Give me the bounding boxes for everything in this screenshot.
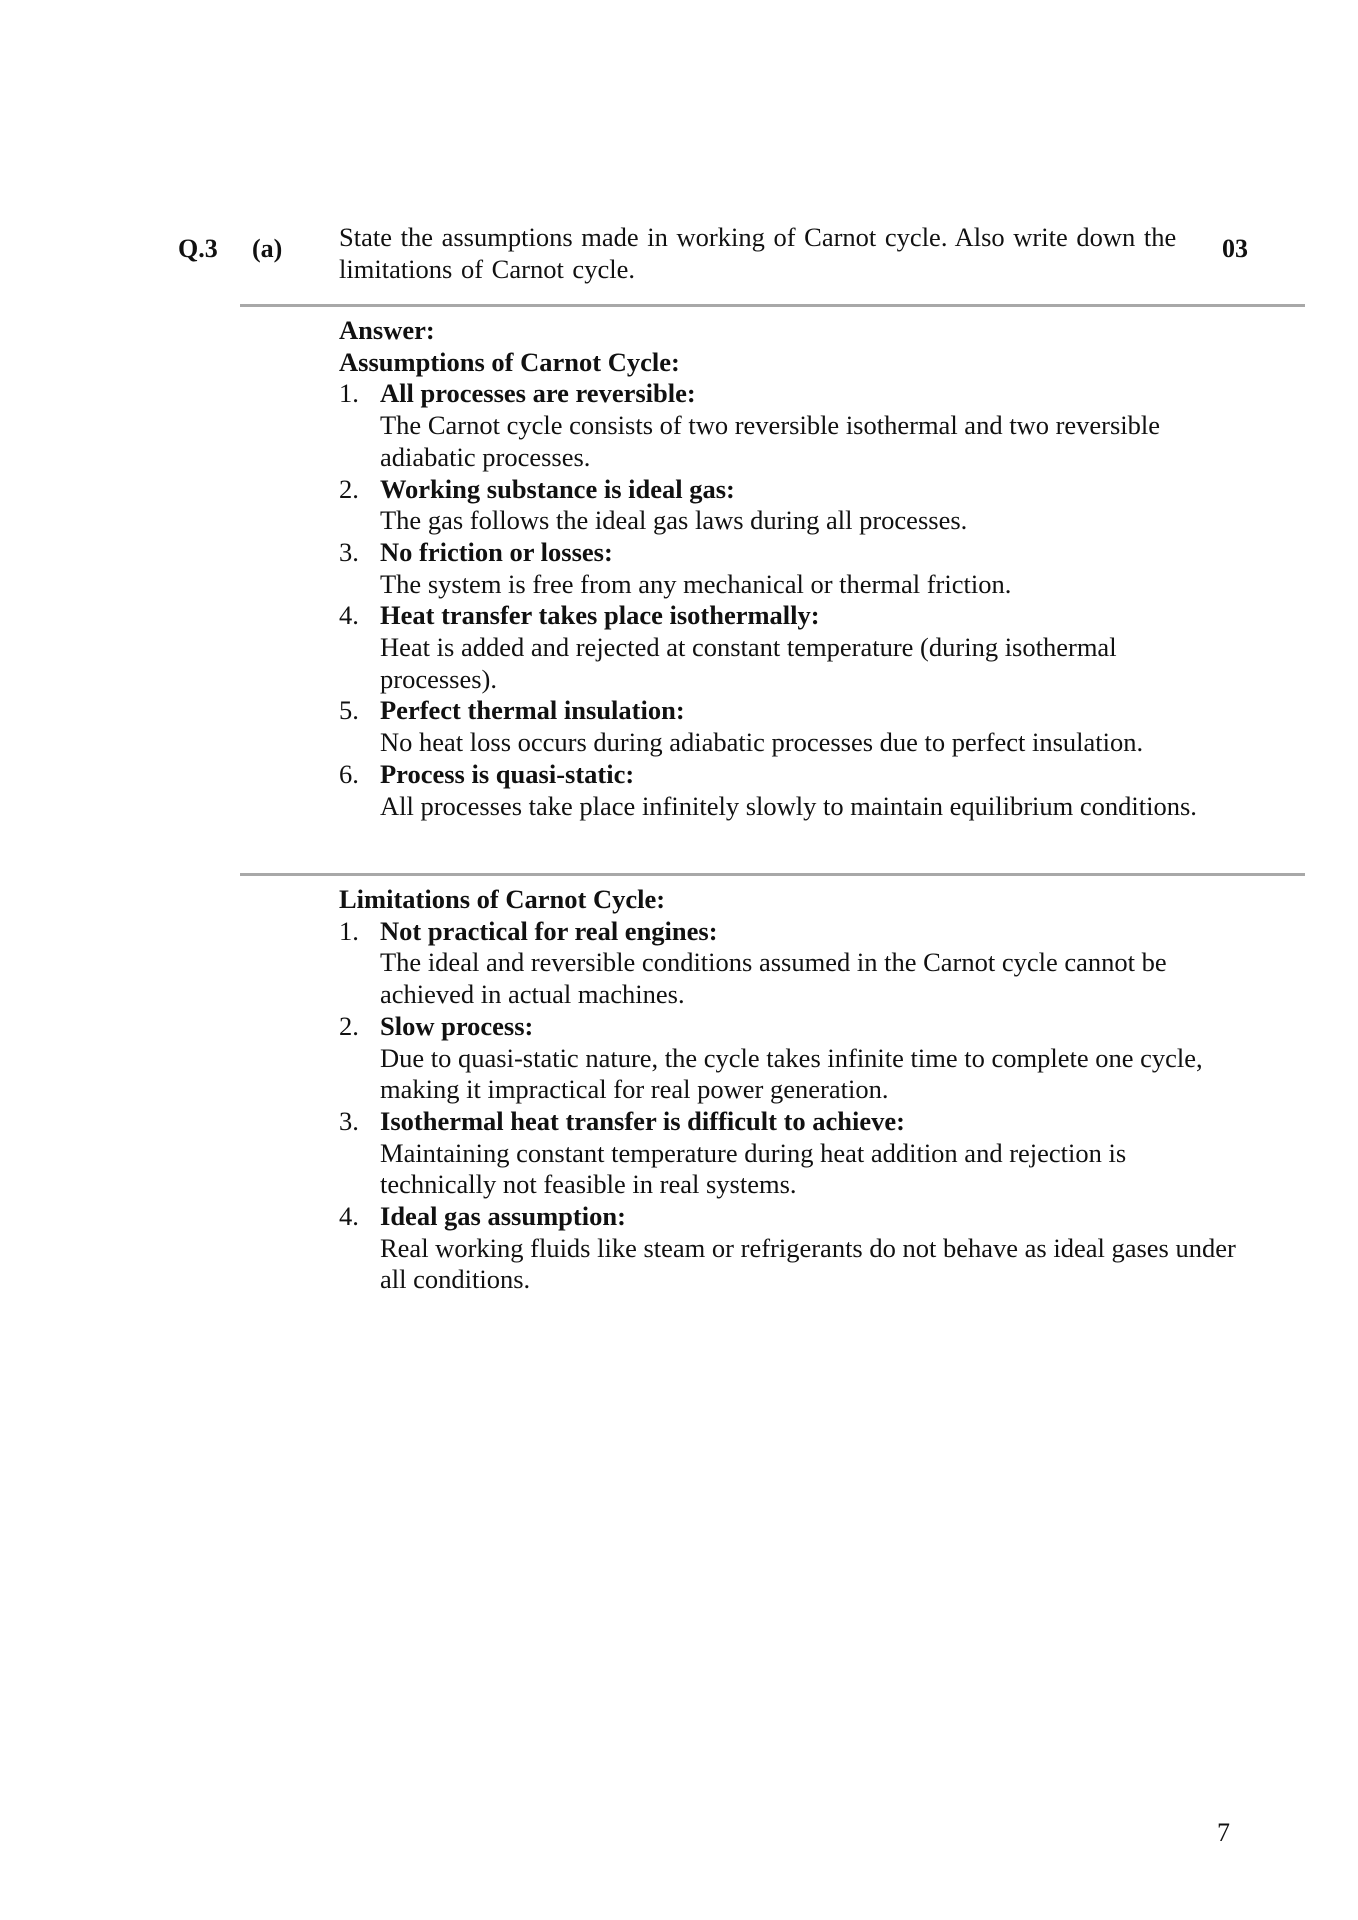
item-title: Working substance is ideal gas: — [380, 473, 735, 504]
limitations-heading: Limitations of Carnot Cycle: — [339, 884, 666, 914]
item-number: 6. — [339, 758, 359, 789]
question-text: State the assumptions made in working of Carnot cycle. Also write down the limitations of Carnot cycle. — [339, 222, 1177, 284]
list-item — [339, 537, 1239, 600]
list-item — [339, 1011, 1239, 1106]
item-number: 5. — [339, 695, 359, 726]
item-title: Perfect thermal insulation: — [380, 695, 685, 726]
list-item — [339, 378, 1239, 473]
item-description: Real working fluids like steam or refrigerants do not behave as ideal gases under all conditions. — [380, 1232, 1236, 1295]
question-marks: 03 — [1222, 234, 1248, 263]
item-title: Heat transfer takes place isothermally: — [380, 600, 820, 631]
item-description: Heat is added and rejected at constant temperature (during isothermal processes). — [380, 632, 1117, 694]
list-item — [339, 474, 1239, 537]
item-number: 4. — [339, 1201, 359, 1232]
item-title: Ideal gas assumption: — [380, 1201, 626, 1232]
item-number: 1. — [339, 378, 359, 409]
item-title: Isothermal heat transfer is difficult to achieve: — [380, 1105, 905, 1136]
item-title: Slow process: — [380, 1010, 534, 1041]
list-item — [339, 695, 1239, 758]
item-number: 2. — [339, 1010, 359, 1041]
item-description: The ideal and reversible conditions assumed in the Carnot cycle cannot be achieved in actual machines. — [380, 947, 1167, 1010]
item-title: No friction or losses: — [380, 536, 613, 567]
list-item — [339, 1106, 1239, 1201]
answer-label: Answer: — [339, 315, 435, 345]
divider-top — [240, 304, 1305, 307]
item-number: 3. — [339, 1105, 359, 1136]
question-part: (a) — [252, 234, 283, 263]
item-number: 3. — [339, 536, 359, 567]
assumptions-list — [339, 378, 1239, 822]
question-number: Q.3 — [178, 234, 218, 263]
assumptions-heading: Assumptions of Carnot Cycle: — [339, 346, 680, 377]
item-description: The system is free from any mechanical or thermal friction. — [380, 568, 1012, 599]
question-header — [0, 222, 1358, 288]
item-number: 4. — [339, 600, 359, 631]
item-description: Maintaining constant temperature during heat addition and rejection is technically not feasible in real systems. — [380, 1137, 1127, 1200]
item-description: The Carnot cycle consists of two reversible isothermal and two reversible adiabatic processes. — [380, 410, 1161, 472]
item-title: Process is quasi-static: — [380, 758, 635, 789]
item-description: The gas follows the ideal gas laws during all processes. — [380, 505, 968, 536]
assumptions-section — [339, 315, 1239, 822]
page-number: 7 — [1217, 1818, 1230, 1847]
limitations-list — [339, 916, 1239, 1296]
item-number: 2. — [339, 473, 359, 504]
item-number: 1. — [339, 915, 359, 946]
limitations-section — [339, 884, 1239, 1296]
item-description: No heat loss occurs during adiabatic processes due to perfect insulation. — [380, 727, 1144, 758]
item-description: Due to quasi-static nature, the cycle takes infinite time to complete one cycle, making it impractical for real power generation. — [380, 1042, 1203, 1105]
item-title: Not practical for real engines: — [380, 915, 718, 946]
list-item — [339, 600, 1239, 695]
item-title: All processes are reversible: — [380, 378, 696, 409]
list-item — [339, 916, 1239, 1011]
item-description: All processes take place infinitely slowly to maintain equilibrium conditions. — [380, 790, 1197, 821]
list-item — [339, 759, 1239, 822]
list-item — [339, 1201, 1239, 1296]
divider-middle — [240, 873, 1305, 876]
